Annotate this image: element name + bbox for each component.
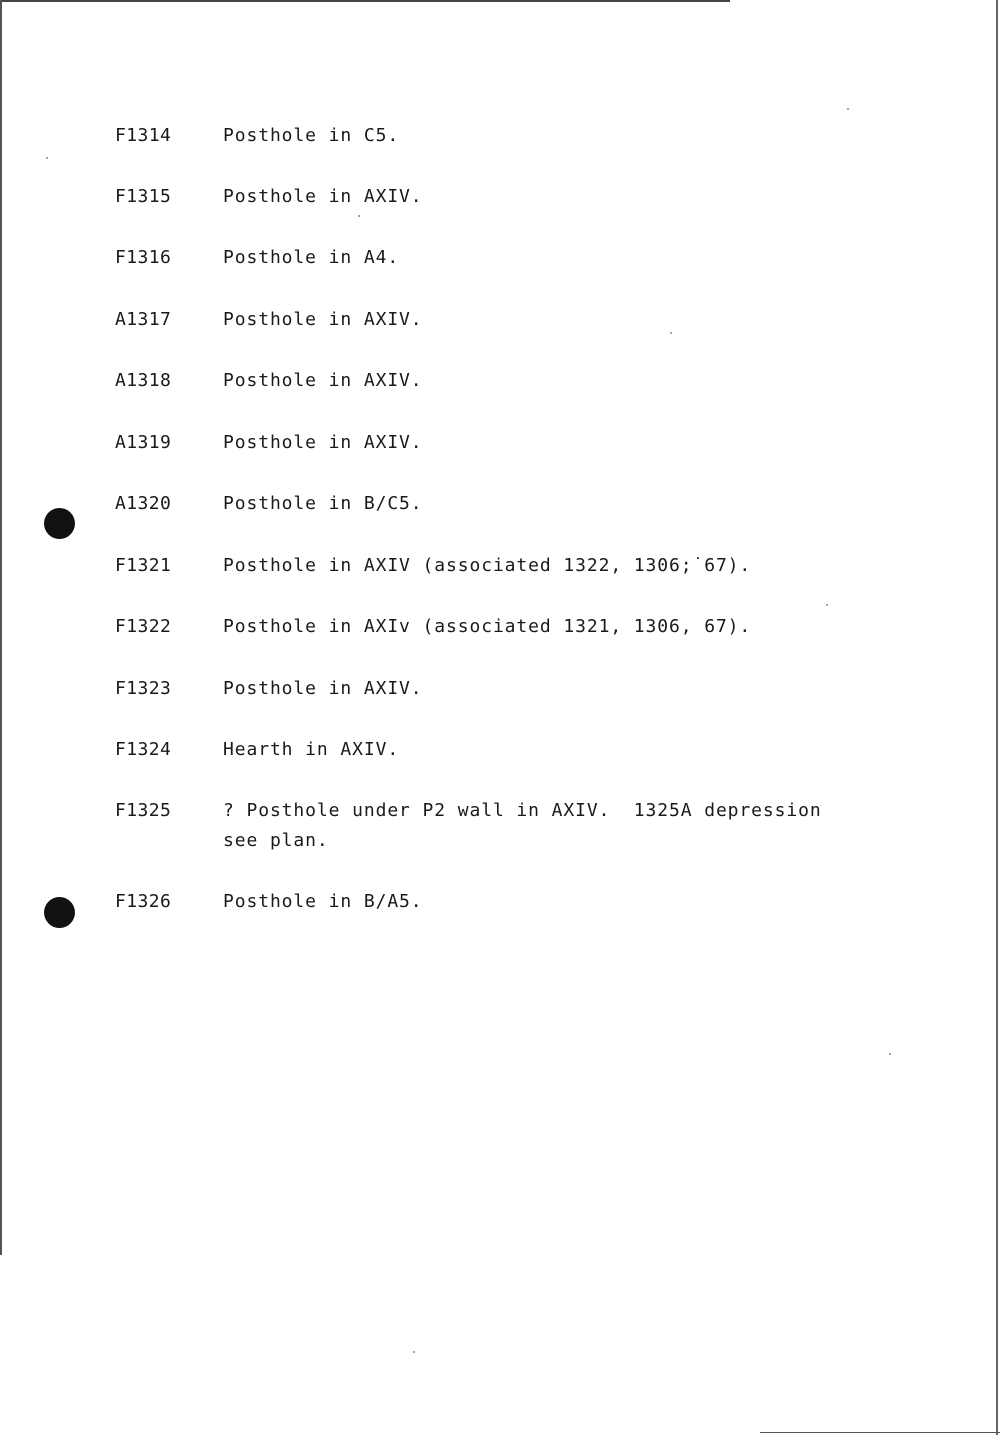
feature-description: Posthole in AXIV (associated 1322, 1306;˙67). — [223, 555, 752, 576]
feature-description: Posthole in AXIV. — [223, 678, 423, 699]
scan-speck — [889, 1053, 891, 1055]
feature-description: Hearth in AXIV. — [223, 739, 400, 760]
scan-speck — [826, 604, 828, 606]
feature-description: Posthole in C5. — [223, 125, 400, 146]
feature-description: Posthole in B/C5. — [223, 493, 423, 514]
feature-code: F1324 — [115, 739, 172, 760]
feature-description: Posthole in AXIV. — [223, 370, 423, 391]
feature-description: ? Posthole under P2 wall in AXIV. 1325A depression — [223, 800, 822, 821]
page-edge-bottom — [760, 1432, 1000, 1433]
feature-code: F1323 — [115, 678, 172, 699]
feature-code: F1316 — [115, 247, 172, 268]
punch-hole-upper — [44, 508, 75, 539]
feature-entry — [0, 887, 423, 1007]
feature-description: Posthole in A4. — [223, 247, 400, 268]
feature-description: Posthole in AXIv (associated 1321, 1306, 67). — [223, 616, 752, 637]
feature-code: F1326 — [115, 891, 172, 912]
feature-description: Posthole in B/A5. — [223, 891, 423, 912]
feature-description: Posthole in AXIV. — [223, 432, 423, 453]
feature-code: A1317 — [115, 309, 172, 330]
punch-hole-lower — [44, 897, 75, 928]
scan-speck — [358, 215, 360, 217]
feature-code: A1319 — [115, 432, 172, 453]
feature-description: Posthole in AXIV. — [223, 309, 423, 330]
feature-code: F1325 — [115, 800, 172, 821]
feature-description: Posthole in AXIV. — [223, 186, 423, 207]
feature-code: A1320 — [115, 493, 172, 514]
feature-code: A1318 — [115, 370, 172, 391]
scan-speck — [847, 108, 849, 110]
feature-code: F1314 — [115, 125, 172, 146]
scan-speck — [670, 332, 672, 334]
page-edge-right — [996, 0, 998, 1435]
feature-code: F1315 — [115, 186, 172, 207]
scan-speck — [46, 157, 48, 159]
feature-code: F1321 — [115, 555, 172, 576]
feature-code: F1322 — [115, 616, 172, 637]
feature-description-continuation: see plan. — [223, 830, 329, 851]
scan-speck — [413, 1351, 415, 1353]
page-edge-top — [0, 0, 730, 2]
